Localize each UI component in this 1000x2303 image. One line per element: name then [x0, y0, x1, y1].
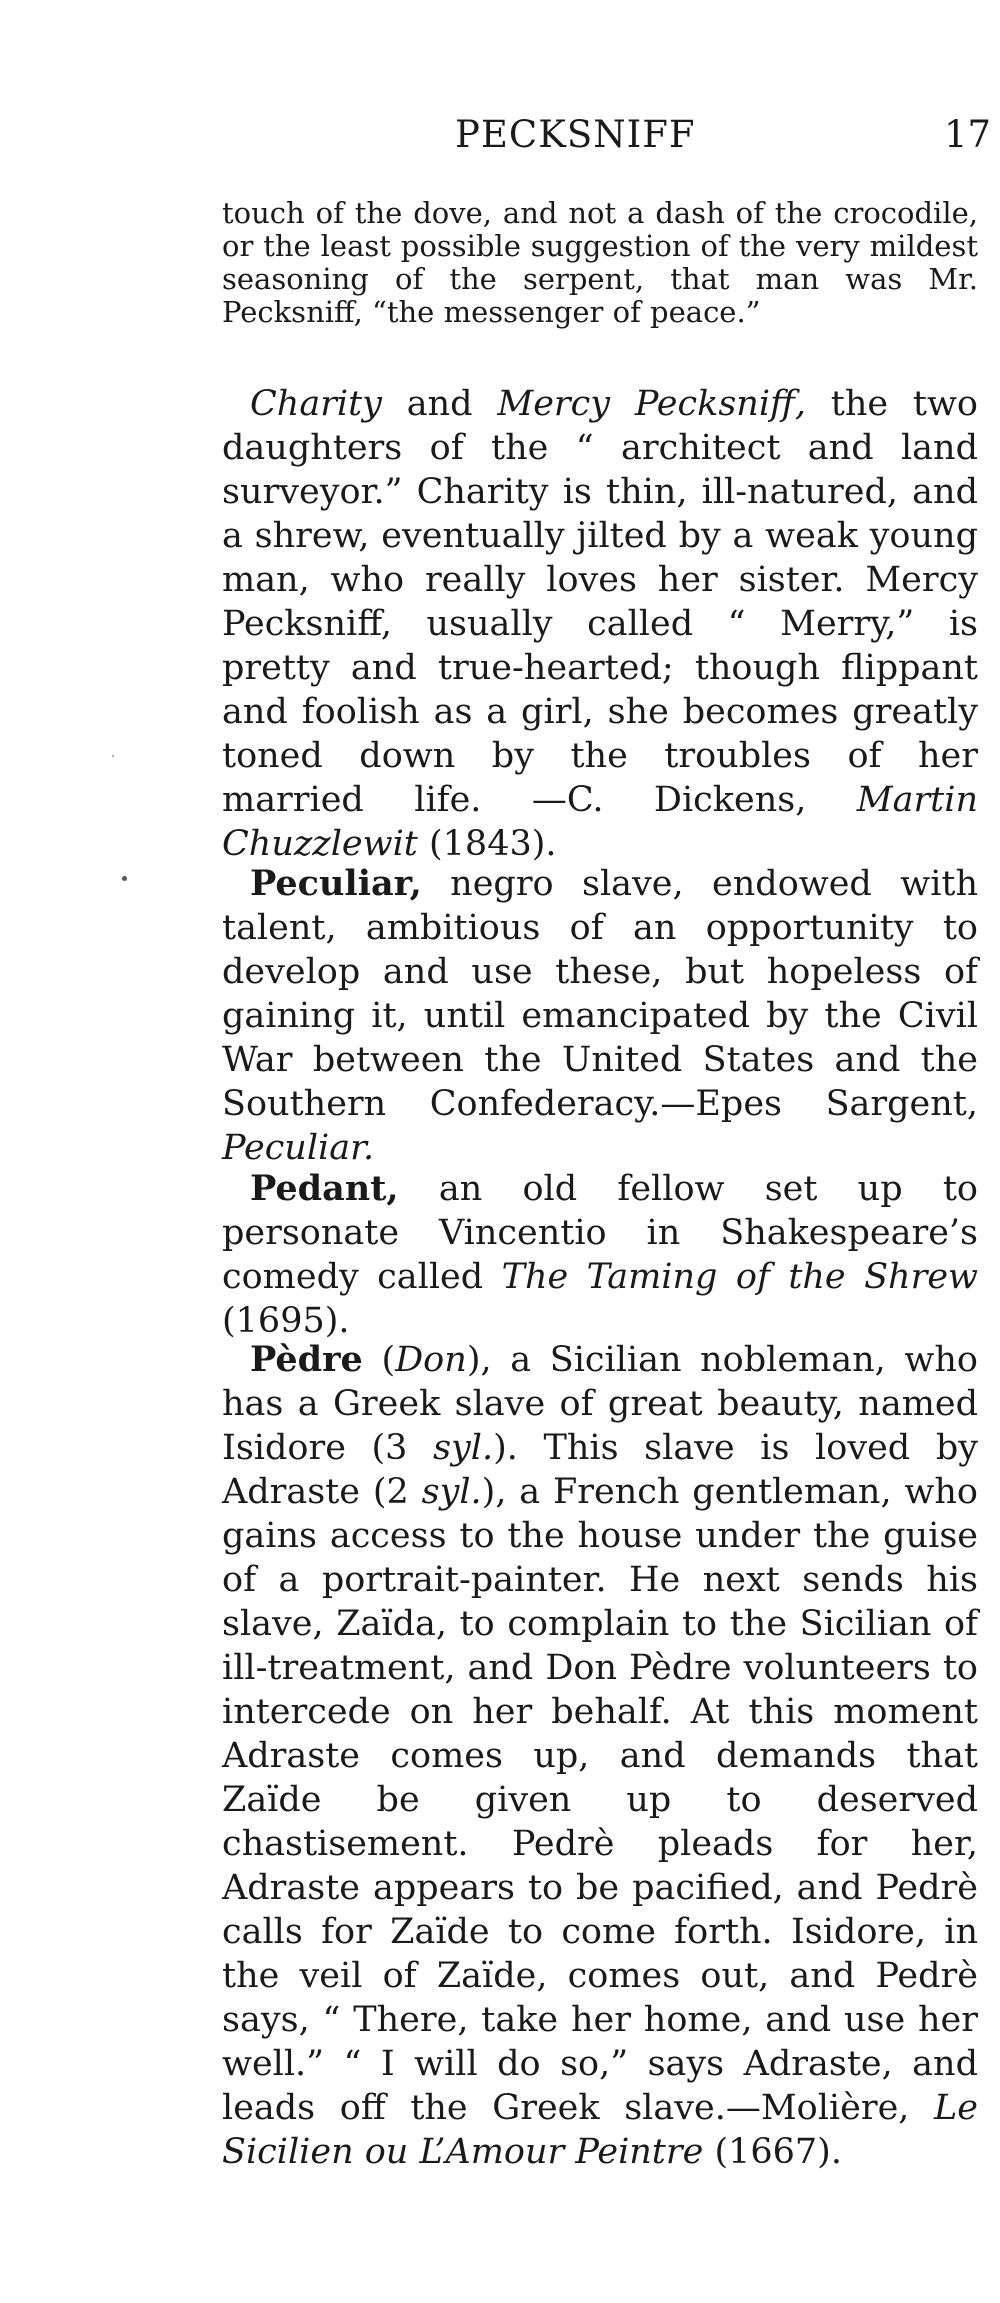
entry-body: an old fellow set up to personate Vincentio in Shakespeare’s comedy called — [222, 1169, 978, 1297]
entry-pedre — [222, 1338, 978, 2174]
entry-source-date: (1695). — [222, 1301, 350, 1341]
entry-paragraph: Pèdre (Don), a Sicilian nobleman, who has a Greek slave of great beauty, named Isidore (3 syl.). This slave is loved by Adraste (2 syl.), a French gentleman, who gains access to the house under the guise of a portrait-painter. He next sends his slave, Zaïda, to complain to the Sicilian of ill-treatment, and Don Pèdre volunteers to intercede on her behalf. At this moment Adraste comes up, and demands that Zaïde be given up to deserved chastisement. Pedrè pleads for her, Adraste appears to be pacified, and Pedrè calls for Zaïde to come forth. Isidore, in the veil of Zaïde, comes out, and Pedrè says, “ There, take her home, and use her well.” “ I will do so,” says Adraste, and leads off the Greek slave.—Molière, Le Sicilien ou L’Amour Peintre (1667). — [222, 1339, 979, 2172]
entry-headword: Peculiar, — [250, 863, 422, 904]
entry-paragraph — [222, 1167, 978, 1343]
entry-body: ). This slave is loved by Adraste (2 — [222, 1428, 979, 1512]
entry-source-title: Peculiar. — [222, 1128, 375, 1168]
entry-source-date: (1843). — [417, 824, 557, 864]
entry-headword: Charity — [250, 384, 382, 424]
entry-headword-secondary: Mercy Pecksniff, — [497, 384, 806, 424]
syllable-abbrev: syl. — [421, 1472, 482, 1512]
entry-joiner: and — [381, 384, 498, 424]
entry-charity-mercy — [222, 382, 978, 866]
entry-source-title: Martin Chuzzlewit — [222, 780, 978, 864]
entry-pedant — [222, 1167, 978, 1343]
entry-paragraph — [222, 382, 978, 866]
margin-speck — [112, 755, 114, 757]
entry-paragraph — [222, 862, 978, 1170]
running-head — [0, 110, 1000, 160]
continuation-block — [222, 197, 978, 329]
entry-body: the two daughters of the “ architect and land surveyor.” Charity is thin, ill-natured, and a shrew, eventually jilted by a weak young man, who really loves her sister. Mercy Pecksniff, usually called “ Merry,” is pretty and true-hearted; though flippant and foolish as a girl, she becomes greatly toned down by the troubles of her married life. —C. Dickens, — [222, 384, 978, 820]
continuation-paragraph: touch of the dove, and not a dash of the crocodile, or the least possible suggestion of the very mildest seasoning of the serpent, that man was Mr. Pecksniff, “the messenger of peace.” — [222, 196, 978, 329]
entry-peculiar — [222, 862, 978, 1170]
entry-headword: Pedant, — [250, 1168, 399, 1209]
entry-source-title: Le Sicilien ou L’Amour Peintre — [222, 2088, 978, 2172]
margin-speck — [122, 876, 127, 881]
entry-headword-title: Don — [395, 1340, 467, 1380]
entry-body: negro slave, endowed with talent, ambitious of an opportunity to develop and use these, but hopeless of gaining it, until emancipated by the Civil War between the United States and the Southern Confederacy.—Epes Sargent, — [222, 864, 978, 1124]
entry-body: ), a French gentleman, who gains access to the house under the guise of a portrait-painter. He next sends his slave, Zaïda, to complain to the Sicilian of ill-treatment, and Don Pèdre volunteers to intercede on her behalf. At this moment Adraste comes up, and demands that Zaïde be given up to deserved chastisement. Pedrè pleads for her, Adraste appears to be pacified, and Pedrè calls for Zaïde to come forth. Isidore, in the veil of Zaïde, comes out, and Pedrè says, “ There, take her home, and use her well.” “ I will do so,” says Adraste, and leads off the Greek slave.—Molière, — [222, 1472, 978, 2128]
syllable-abbrev: syl. — [433, 1428, 494, 1468]
entry-source-date: (1667). — [703, 2132, 842, 2172]
entry-headword: Pèdre — [250, 1339, 363, 1380]
page-number: 17 — [944, 113, 992, 156]
entry-source-title: The Taming of the Shrew — [501, 1257, 978, 1297]
running-title: PECKSNIFF — [455, 113, 696, 156]
entry-body: , a Sicilian nobleman, who has a Greek slave of great beauty, named Isidore (3 — [222, 1340, 978, 1468]
